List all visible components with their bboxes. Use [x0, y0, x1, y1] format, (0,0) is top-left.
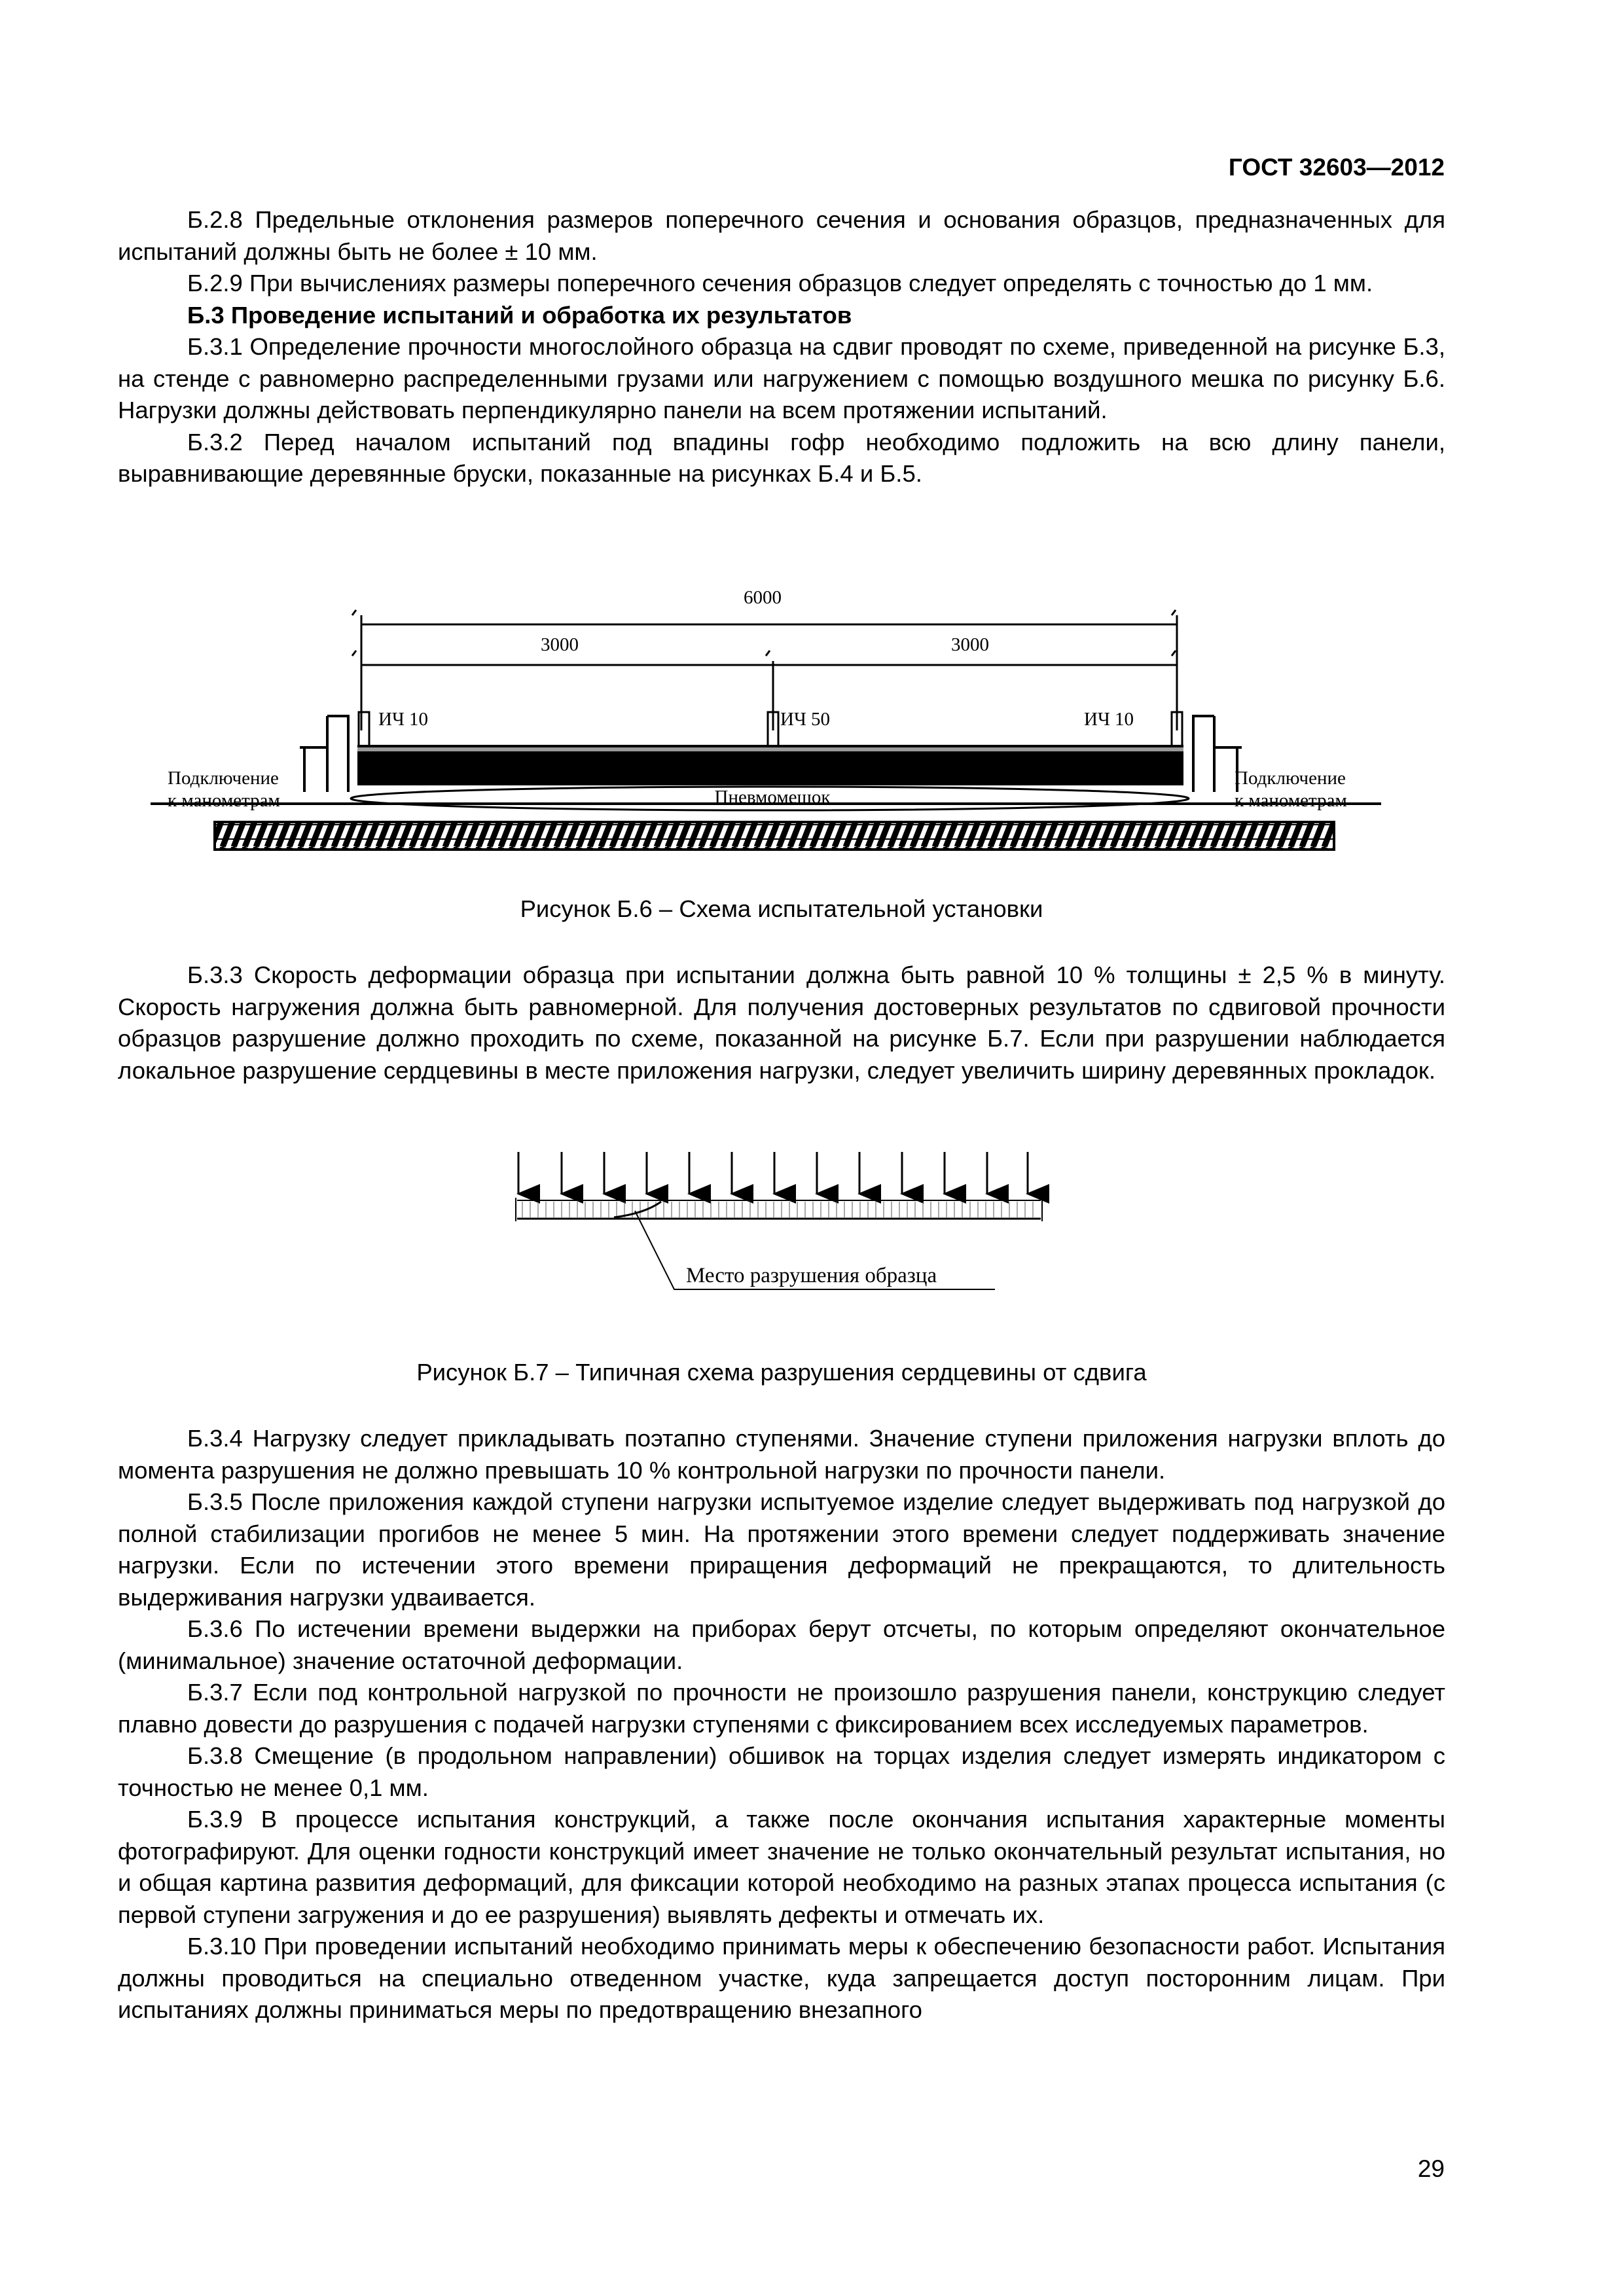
- paragraph-b3-2: Б.3.2 Перед началом испытаний под впадины гофр необходимо подложить на всю длину панели, выравнивающие деревянные бруски, показанные на рисунках Б.4 и Б.5.: [118, 428, 1445, 487]
- text-block-2: [118, 960, 1445, 1086]
- paragraph-b3-8: Б.3.8 Смещение (в продольном направлении) обшивок на торцах изделия следует измерять индикатором с точностью не менее 0,1 мм.: [118, 1742, 1445, 1801]
- paragraph-b3-7: Б.3.7 Если под контрольной нагрузкой по прочности не произошло разрушения панели, конструкцию следует плавно довести до разрушения с подачей нагрузки ступенями с фиксированием всех исследуемых параметров.: [118, 1679, 1445, 1738]
- connection-left-label-line2: к манометрам: [168, 790, 280, 811]
- paragraph-b3-10: Б.3.10 При проведении испытаний необходимо принимать меры к обеспечению безопасности работ. Испытания должны проводиться на специально отведенном участке, куда запрещается доступ посторонним лицам. При испытаниях должны приниматься меры по предотвращению внезапного: [118, 1933, 1445, 2023]
- dim-total-label: 6000: [744, 587, 782, 608]
- dimension-lines: [352, 610, 1177, 730]
- support-frame-left: [300, 716, 348, 792]
- paragraph-b3-1: Б.3.1 Определение прочности многослойного образца на сдвиг проводят по схеме, приведенной на рисунке Б.3, на стенде с равномерно распределенными грузами или нагружением с помощью воздушного мешка по рисунку Б.6. Нагрузки должны действовать перпендикулярно панели на всем протяжении испытаний.: [118, 333, 1445, 423]
- paragraph-b3-9: Б.3.9 В процессе испытания конструкций, а также после окончания испытания характерные моменты фотографируют. Для оценки годности конструкций имеет значение не только окончательный результат испытания, но и общая картина развития деформаций, для фиксации которой необходимо на разных этапах процесса испытания (с первой ступени загружения и до ее разрушения) выявлять дефекты и отмечать их.: [118, 1806, 1445, 1928]
- hatched-base: [215, 822, 1334, 850]
- gauge-center-label: ИЧ 50: [780, 709, 831, 730]
- connection-right-label-line2: к манометрам: [1235, 790, 1347, 811]
- paragraph-b3-5: Б.3.5 После приложения каждой ступени нагрузки испытуемое изделие следует выдерживать под нагрузкой до полной стабилизации прогибов не менее 5 мин. На протяжении этого времени следует поддерживать значение нагрузки. Если по истечении этого времени приращения деформаций не прекращаются, то длительность выдерживания нагрузки удваивается.: [118, 1488, 1445, 1611]
- air-bag-label: Пневмомешок: [714, 787, 831, 808]
- connection-right-label-line1: Подключение: [1235, 768, 1346, 789]
- gauge-left-label: ИЧ 10: [378, 709, 429, 730]
- load-arrows: [518, 1152, 1028, 1194]
- dial-gauge-left-icon: [359, 712, 369, 750]
- dim-left-label: 3000: [541, 634, 579, 655]
- paragraph-b3-6: Б.3.6 По истечении времени выдержки на приборах берут отсчеты, по которым определяют окончательное (минимальное) значение остаточной деформации.: [118, 1615, 1445, 1674]
- page-number: 29: [1417, 2155, 1445, 2182]
- document-code: ГОСТ 32603—2012: [1228, 154, 1445, 181]
- figure-b6-test-setup: [151, 576, 1407, 877]
- failure-location-label: Место разрушения образца: [686, 1264, 937, 1287]
- gauge-right-label: ИЧ 10: [1084, 709, 1134, 730]
- sample-beam: [516, 1198, 1042, 1221]
- figure-b6-caption: Рисунок Б.6 – Схема испытательной установки: [520, 895, 1043, 922]
- figure-b7-shear-failure: [504, 1145, 1080, 1302]
- paragraph-b2-8: Б.2.8 Предельные отклонения размеров поперечного сечения и основания образцов, предназначенных для испытаний должны быть не более ± 10 мм.: [118, 206, 1445, 265]
- paragraph-b2-9: Б.2.9 При вычислениях размеры поперечного сечения образцов следует определять с точностью до 1 мм.: [187, 270, 1373, 296]
- dim-right-label: 3000: [951, 634, 989, 655]
- paragraph-b3-4: Б.3.4 Нагрузку следует прикладывать поэтапно ступенями. Значение ступени приложения нагрузки вплоть до момента разрушения не должно превышать 10 % контрольной нагрузки по прочности панели.: [118, 1425, 1445, 1484]
- section-heading-b3: Б.3 Проведение испытаний и обработка их результатов: [187, 301, 852, 329]
- text-block-1: [118, 204, 1445, 490]
- text-block-3: [118, 1423, 1445, 2026]
- connection-left-label-line1: Подключение: [168, 768, 279, 789]
- paragraph-b3-3: Б.3.3 Скорость деформации образца при испытании должна быть равной 10 % толщины ± 2,5 % в минуту. Скорость нагружения должна быть равномерной. Для получения достоверных результатов по сдвиговой прочности образцов разрушение должно проходить по схеме, показанной на рисунке Б.7. Если при разрушении наблюдается локальное разрушение сердцевины в месте приложения нагрузки, следует увеличить ширину деревянных прокладок.: [118, 961, 1445, 1084]
- figure-b7-caption: Рисунок Б.7 – Типичная схема разрушения сердцевины от сдвига: [416, 1359, 1147, 1386]
